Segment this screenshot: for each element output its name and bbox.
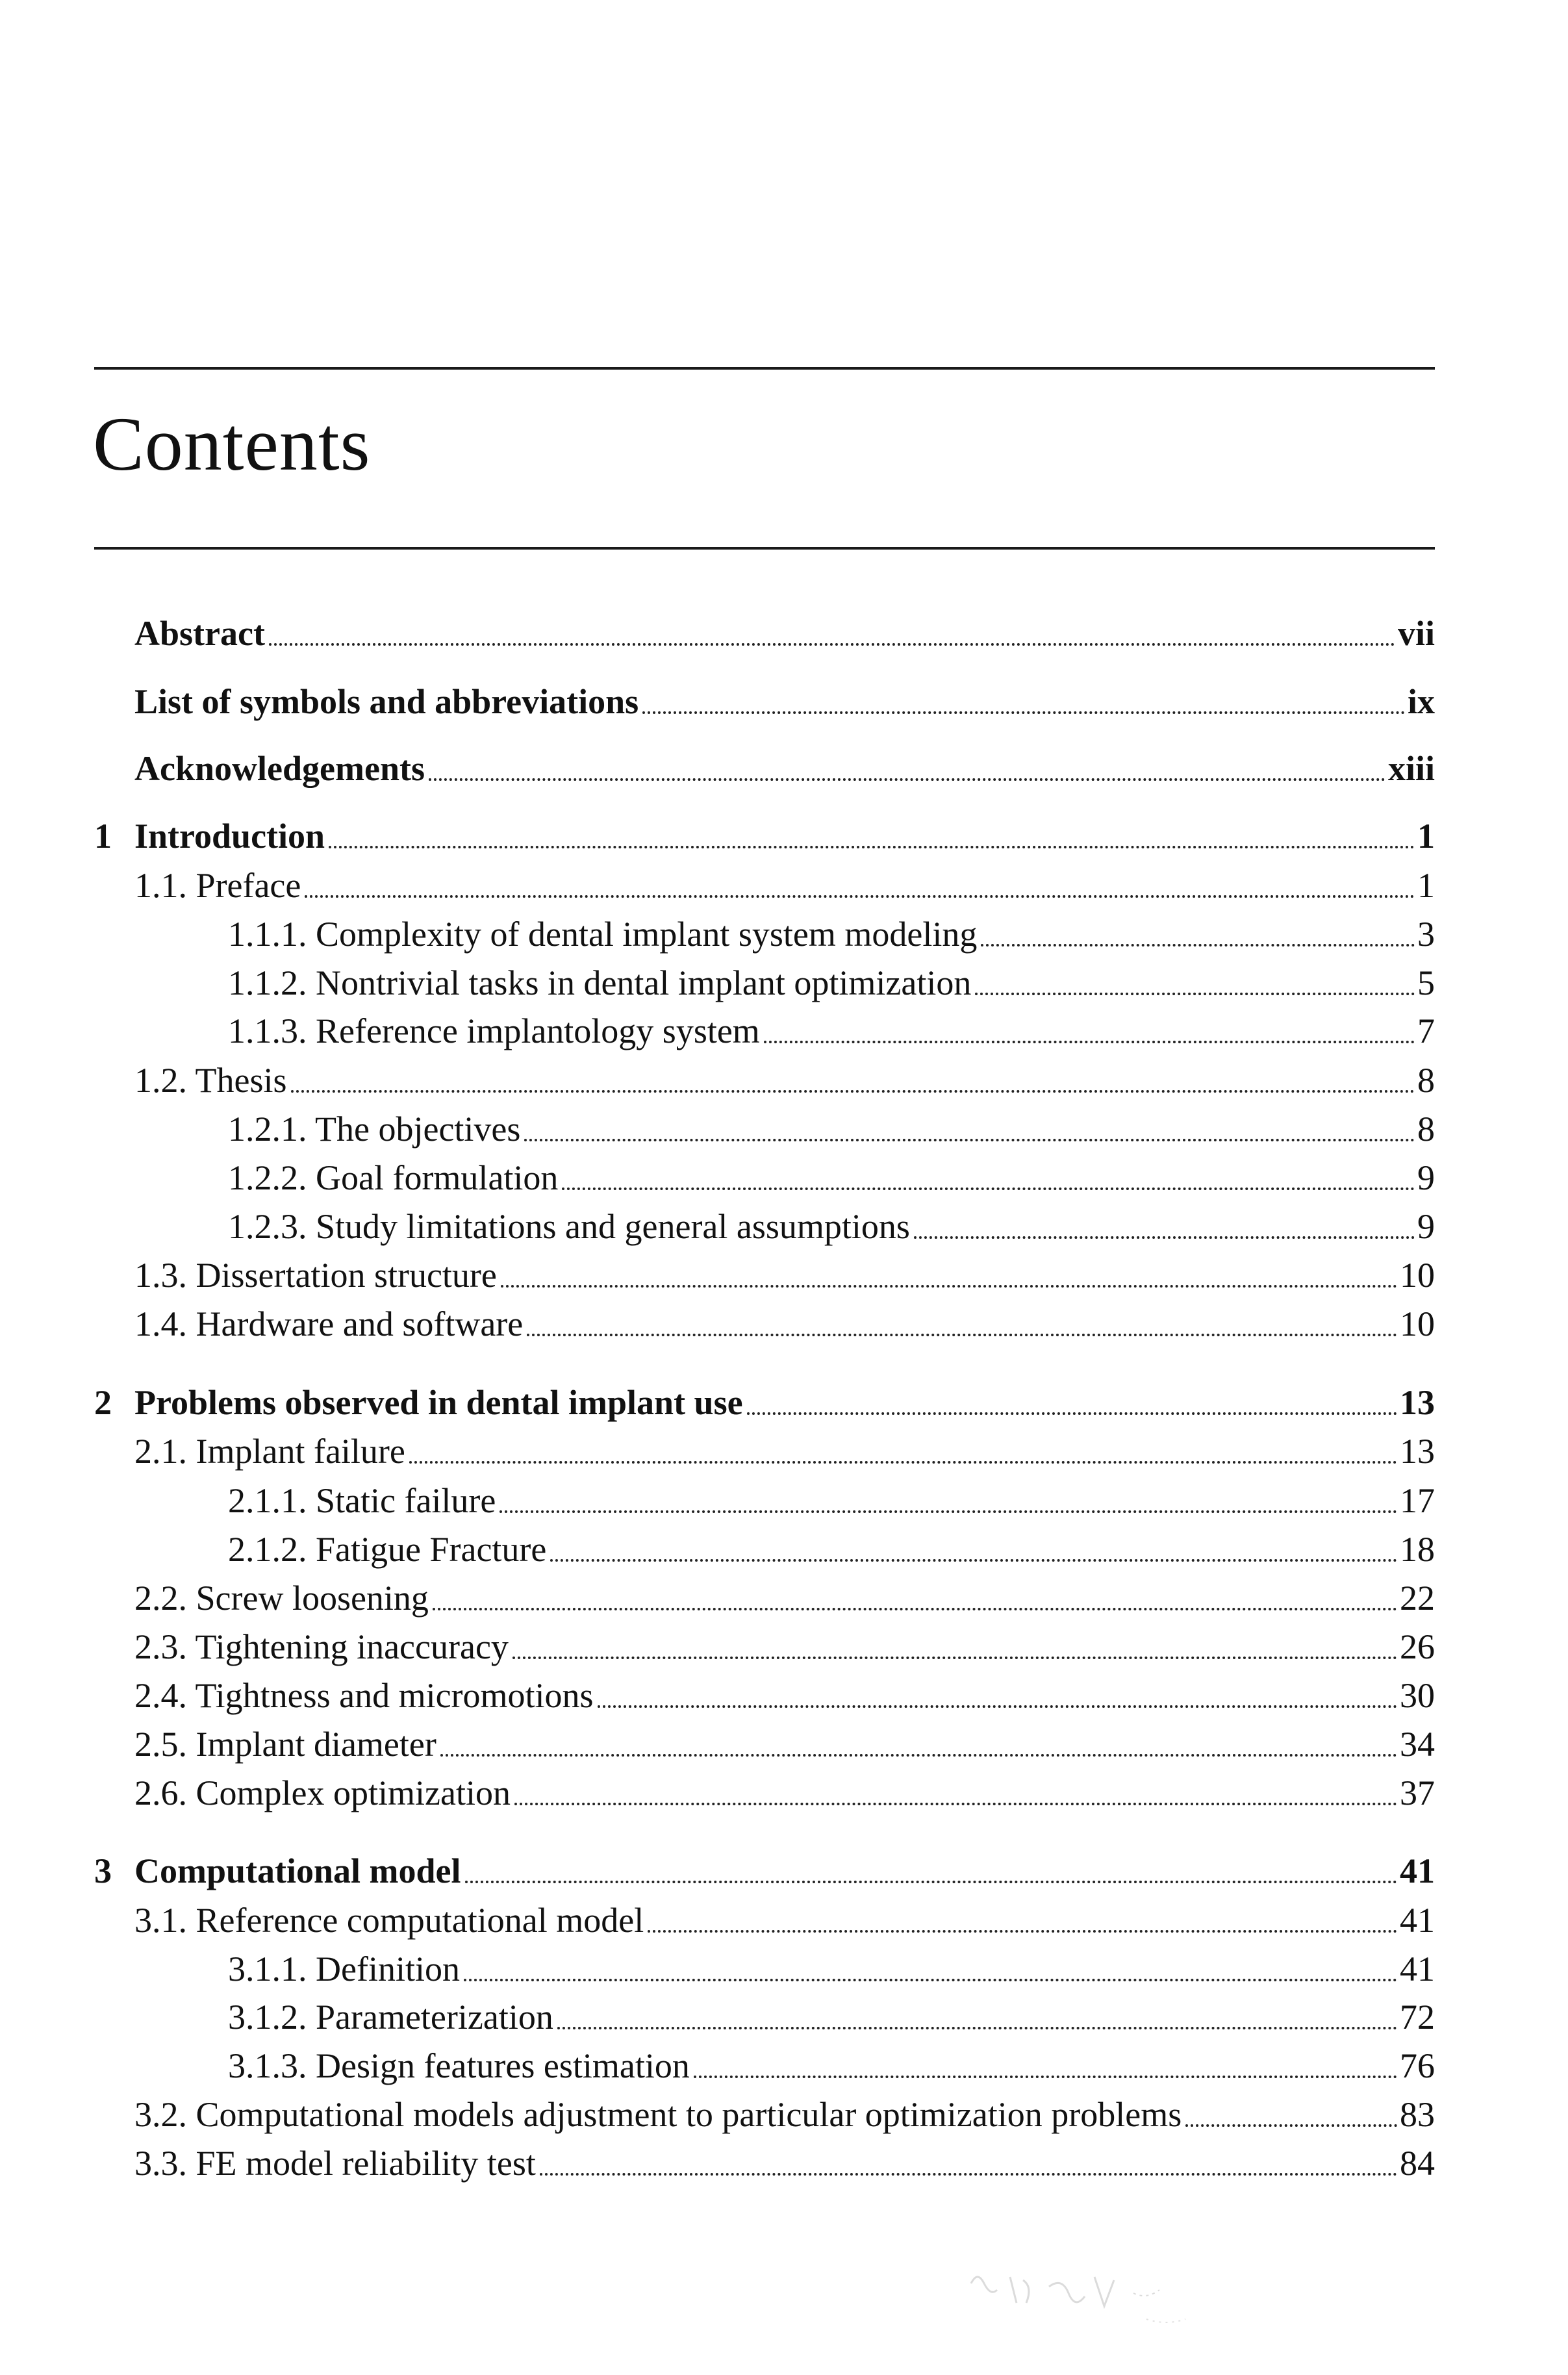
toc-dot-leader [433,1574,1397,1622]
toc-dot-leader [305,861,1415,909]
toc-entry[interactable] [94,1477,1435,1525]
toc-entry[interactable] [94,1525,1435,1573]
toc-page-number: 5 [1417,963,1435,1002]
toc-dot-leader [465,1847,1397,1895]
toc-dot-leader [540,2139,1397,2187]
toc-entry[interactable] [94,1671,1435,1720]
toc-page-number: 7 [1417,1011,1435,1050]
toc-page-number: 26 [1400,1627,1435,1666]
toc-entry-label: 2.3. Tightening inaccuracy [134,1627,509,1666]
toc-dot-leader [648,1896,1397,1944]
toc-dot-leader [642,678,1405,726]
table-of-contents [94,0,1435,2375]
toc-page-number: 8 [1417,1110,1435,1149]
toc-dot-leader [598,1671,1397,1720]
toc-dot-leader [512,1623,1397,1671]
toc-entry[interactable] [94,1427,1435,1475]
toc-dot-leader [514,1769,1397,1817]
toc-page-number: 76 [1400,2046,1435,2085]
toc-entry[interactable] [94,744,1435,793]
toc-page-number: 13 [1400,1383,1435,1422]
toc-entry[interactable] [94,2090,1435,2139]
toc-entry-label: 1.2. Thesis [134,1061,287,1100]
toc-entry-label: 1.1.1. Complexity of dental implant system modeling [228,915,978,954]
toc-entry[interactable] [94,959,1435,1007]
toc-entry[interactable] [94,861,1435,909]
toc-entry[interactable] [94,2042,1435,2090]
toc-entry[interactable] [94,609,1435,657]
toc-page-number: 1 [1417,817,1435,856]
toc-page-number: 72 [1400,1998,1435,2037]
toc-entry-label: Abstract [134,614,265,653]
page-title: Contents [93,401,371,487]
toc-entry-label: 3.1. Reference computational model [134,1901,644,1940]
toc-entry-label: 1.2.1. The objectives [228,1110,521,1149]
toc-dot-leader [747,1378,1397,1427]
toc-entry-label: 2.1.2. Fatigue Fracture [228,1530,547,1569]
toc-page-number: 34 [1400,1725,1435,1764]
toc-entry[interactable] [94,1154,1435,1202]
toc-chapter-number: 2 [94,1383,112,1422]
toc-dot-leader [914,1202,1415,1251]
toc-entry-label: 1.3. Dissertation structure [134,1256,497,1295]
toc-entry-label: 3.3. FE model reliability test [134,2144,536,2183]
toc-entry-label: Introduction [134,817,325,856]
toc-page-number: 22 [1400,1579,1435,1618]
toc-entry[interactable] [94,1720,1435,1768]
toc-entry-label: 1.1.2. Nontrivial tasks in dental implant optimization [228,963,972,1002]
toc-entry[interactable] [94,1945,1435,1993]
toc-entry[interactable] [94,1574,1435,1622]
toc-entry-label: 1.4. Hardware and software [134,1304,524,1343]
toc-entry[interactable] [94,1202,1435,1251]
toc-dot-leader [527,1300,1397,1348]
toc-dot-leader [981,910,1415,958]
toc-dot-leader [524,1105,1415,1153]
toc-entry[interactable] [94,1993,1435,2041]
toc-dot-leader [409,1427,1397,1475]
toc-entry[interactable] [94,1769,1435,1817]
toc-entry[interactable] [94,2139,1435,2187]
toc-page-number: 41 [1400,1901,1435,1940]
toc-entry[interactable] [94,1623,1435,1671]
toc-entry-label: 2.5. Implant diameter [134,1725,436,1764]
toc-entry-label: 2.1. Implant failure [134,1432,405,1471]
toc-entry-label: 2.2. Screw loosening [134,1579,429,1618]
toc-page-number: 10 [1400,1304,1435,1343]
toc-page-number: 83 [1400,2095,1435,2134]
toc-entry[interactable] [94,1251,1435,1299]
toc-page-number: 84 [1400,2144,1435,2183]
toc-page-number: 10 [1400,1256,1435,1295]
toc-entry[interactable] [94,1847,1435,1895]
toc-dot-leader [557,1993,1397,2041]
toc-dot-leader [501,1251,1397,1299]
toc-page-number: 9 [1417,1158,1435,1197]
toc-page-number: 41 [1400,1851,1435,1890]
toc-entry-label: Problems observed in dental implant use [134,1383,743,1422]
toc-page-number: 3 [1417,915,1435,954]
toc-entry-label: 3.1.1. Definition [228,1950,460,1988]
toc-page-number: 8 [1417,1061,1435,1100]
toc-entry-label: 2.1.1. Static failure [228,1481,496,1520]
toc-dot-leader [429,744,1385,793]
toc-dot-leader [329,812,1415,860]
toc-entry-label: 2.6. Complex optimization [134,1773,511,1812]
toc-entry[interactable] [94,812,1435,860]
toc-entry[interactable] [94,910,1435,958]
toc-dot-leader [269,609,1395,657]
toc-dot-leader [975,959,1415,1007]
toc-entry[interactable] [94,1105,1435,1153]
toc-page-number: 30 [1400,1676,1435,1715]
faint-stamp-mark [952,2257,1224,2335]
toc-page-number: ix [1407,682,1435,721]
toc-entry-label: 1.1. Preface [134,866,301,905]
toc-dot-leader [440,1720,1397,1768]
toc-entry[interactable] [94,1300,1435,1348]
toc-dot-leader [1185,2090,1397,2139]
toc-entry-label: Acknowledgements [134,749,425,788]
toc-page-number: 18 [1400,1530,1435,1569]
toc-entry[interactable] [94,1378,1435,1427]
toc-page-number: 37 [1400,1773,1435,1812]
toc-entry-label: 3.2. Computational models adjustment to particular optimization problems [134,2095,1182,2134]
toc-page-number: xiii [1387,749,1435,788]
toc-entry[interactable] [94,678,1435,726]
toc-dot-leader [562,1154,1415,1202]
toc-entry-label: 1.2.2. Goal formulation [228,1158,559,1197]
toc-dot-leader [291,1056,1415,1104]
toc-entry[interactable] [94,1056,1435,1104]
toc-entry[interactable] [94,1896,1435,1944]
toc-page-number: vii [1397,614,1435,653]
toc-page-number: 13 [1400,1432,1435,1471]
toc-page-number: 17 [1400,1481,1435,1520]
toc-dot-leader [499,1477,1397,1525]
toc-entry-label: List of symbols and abbreviations [134,682,639,721]
toc-page-number: 1 [1417,866,1435,905]
toc-page-number: 9 [1417,1207,1435,1246]
toc-chapter-number: 1 [94,817,112,856]
toc-dot-leader [464,1945,1397,1993]
toc-entry-label: Computational model [134,1851,461,1890]
toc-dot-leader [694,2042,1397,2090]
toc-chapter-number: 3 [94,1851,112,1890]
toc-entry-label: 1.2.3. Study limitations and general assumptions [228,1207,910,1246]
toc-dot-leader [764,1007,1415,1055]
toc-entry-label: 2.4. Tightness and micromotions [134,1676,594,1715]
toc-entry-label: 3.1.3. Design features estimation [228,2046,690,2085]
toc-entry-label: 3.1.2. Parameterization [228,1998,553,2037]
toc-entry[interactable] [94,1007,1435,1055]
toc-page-number: 41 [1400,1950,1435,1988]
toc-dot-leader [550,1525,1397,1573]
toc-entry-label: 1.1.3. Reference implantology system [228,1011,760,1050]
